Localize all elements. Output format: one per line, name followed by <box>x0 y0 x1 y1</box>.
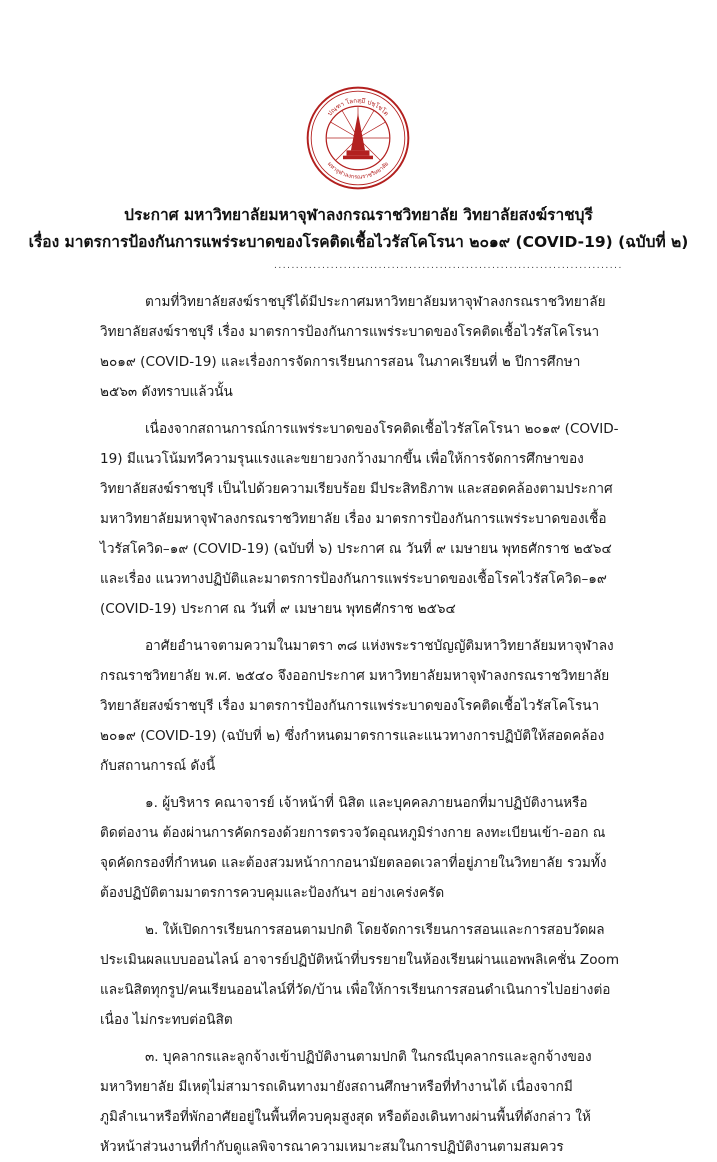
svg-text:มหาจุฬาลงกรณราชวิทยาลัย: มหาจุฬาลงกรณราชวิทยาลัย <box>325 161 391 181</box>
measure-item-2: ๒. ให้เปิดการเรียนการสอนตามปกติ โดยจัดการเรียนการสอนและการสอบวัดผลประเมินผลแบบออนไลน์ อาจารย์ปฏิบัติหน้าที่บรรยายในห้องเรียนผ่านแอพพลิเคชั่น Zoom และนิสิตทุกรูป/คนเรียนออนไลน์ที่วัด/บ้าน เพื่อให้การเรียนการสอนดำเนินการไปอย่างต่อเนื่อง ไม่กระทบต่อนิสิต <box>100 922 620 1028</box>
announcement-body <box>100 287 620 1162</box>
svg-text:ปณฺฑา โลกสฺมึ ปชฺโชโต: ปณฺฑา โลกสฺมึ ปชฺโชโต <box>326 97 390 118</box>
paragraph-reference: ตามที่วิทยาลัยสงฆ์ราชบุรีได้มีประกาศมหาวิทยาลัยมหาจุฬาลงกรณราชวิทยาลัย วิทยาลัยสงฆ์ราชบุรี เรื่อง มาตรการป้องกันการแพร่ระบาดของโรคติดเชื้อไวรัสโคโรนา ๒๐๑๙ (COVID-19) และเรื่องการจัดการเรียนการสอน ในภาคเรียนที่ ๒ ปีการศึกษา ๒๕๖๓ ดังทราบแล้วนั้น <box>100 294 606 400</box>
announcement-subject: เรื่อง มาตรการป้องกันการแพร่ระบาดของโรคติดเชื้อไวรัสโคโรนา ๒๐๑๙ (COVID-19) (ฉบับที่ ๒) <box>28 233 689 251</box>
announcement-title: ประกาศ มหาวิทยาลัยมหาจุฬาลงกรณราชวิทยาลัย วิทยาลัยสงฆ์ราชบุรี <box>124 206 593 224</box>
dotted-separator: ................................................................................ <box>274 261 623 271</box>
university-seal-logo <box>305 85 411 191</box>
measure-item-3: ๓. บุคลากรและลูกจ้างเข้าปฏิบัติงานตามปกติ ในกรณีบุคลากรและลูกจ้างของมหาวิทยาลัย มีเหตุไม่สามารถเดินทางมายังสถานศึกษาหรือที่ทำงานได้ เนื่องจากมีภูมิลำเนาหรือที่พักอาศัยอยู่ในพื้นที่ควบคุมสูงสุด หรือต้องเดินทางผ่านพื้นที่ดังกล่าว ให้หัวหน้าส่วนงานที่กำกับดูแลพิจารณาความเหมาะสมในการปฏิบัติงานตามสมควร <box>100 1049 592 1155</box>
paragraph-authority: อาศัยอำนาจตามความในมาตรา ๓๘ แห่งพระราชบัญญัติมหาวิทยาลัยมหาจุฬาลงกรณราชวิทยาลัย พ.ศ. ๒๕๔๐ จึงออกประกาศ มหาวิทยาลัยมหาจุฬาลงกรณราชวิทยาลัย วิทยาลัยสงฆ์ราชบุรี เรื่อง มาตรการป้องกันการแพร่ระบาดของโรคติดเชื้อไวรัสโคโรนา ๒๐๑๙ (COVID-19) (ฉบับที่ ๒) ซึ่งกำหนดมาตรการและแนวทางการปฏิบัติให้สอดคล้องกับสถานการณ์ ดังนี้ <box>100 638 614 774</box>
measure-item-1: ๑. ผู้บริหาร คณาจารย์ เจ้าหน้าที่ นิสิต และบุคคลภายนอกที่มาปฏิบัติงานหรือติดต่องาน ต้องผ่านการคัดกรองด้วยการตรวจวัดอุณหภูมิร่างกาย ลงทะเบียนเข้า-ออก ณ จุดคัดกรองที่กำหนด และต้องสวมหน้ากากอนามัยตลอดเวลาที่อยู่ภายในวิทยาลัย รวมทั้งต้องปฏิบัติตามมาตรการควบคุมและป้องกันฯ อย่างเคร่งครัด <box>100 795 607 901</box>
paragraph-reason: เนื่องจากสถานการณ์การแพร่ระบาดของโรคติดเชื้อไวรัสโคโรนา ๒๐๑๙ (COVID-19) มีแนวโน้มทวีความรุนแรงและขยายวงกว้างมากขึ้น เพื่อให้การจัดการศึกษาของวิทยาลัยสงฆ์ราชบุรี เป็นไปด้วยความเรียบร้อย มีประสิทธิภาพ และสอดคล้องตามประกาศมหาวิทยาลัยมหาจุฬาลงกรณราชวิทยาลัย เรื่อง มาตรการป้องกันการแพร่ระบาดของเชื้อไวรัสโควิด–๑๙ (COVID-19) (ฉบับที่ ๖) ประกาศ ณ วันที่ ๙ เมษายน พุทธศักราช ๒๕๖๔ และเรื่อง แนวทางปฏิบัติและมาตรการป้องกันการแพร่ระบาดของเชื้อโรคไวรัสโควิด–๑๙ (COVID-19) ประกาศ ณ วันที่ ๙ เมษายน พุทธศักราช ๒๕๖๔ <box>100 421 619 617</box>
